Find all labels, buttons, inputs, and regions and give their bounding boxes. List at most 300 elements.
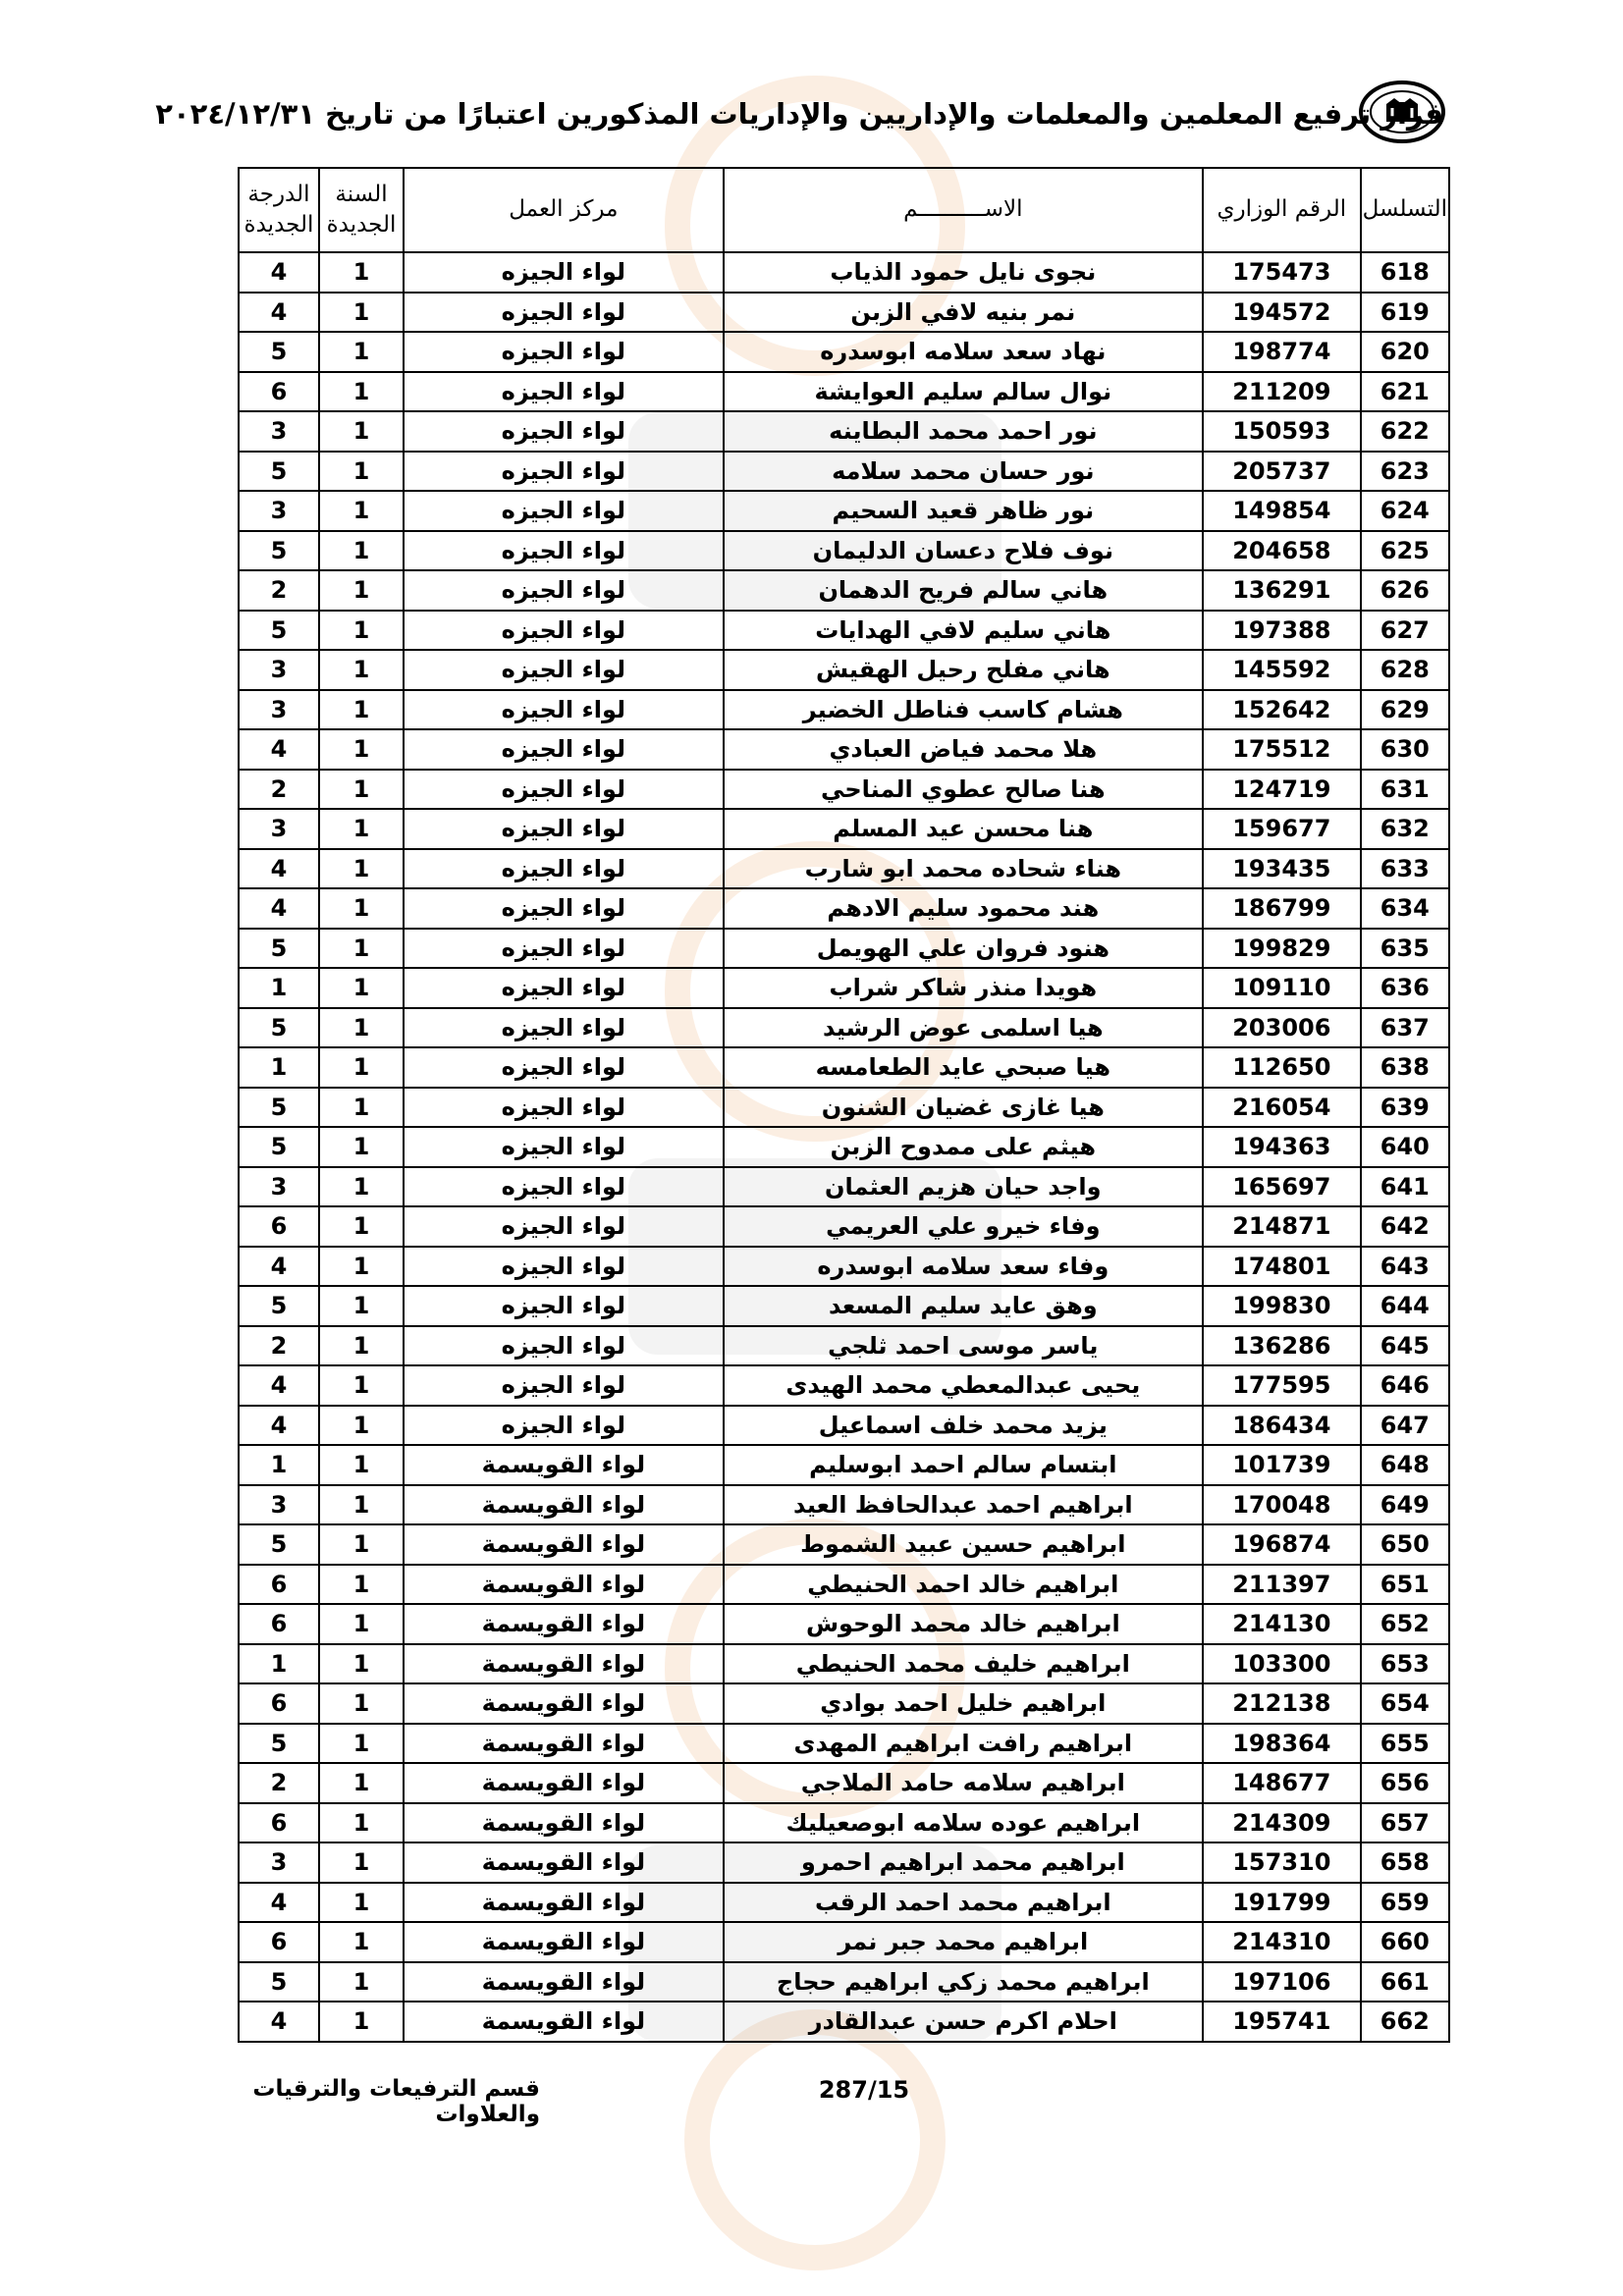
- cell-ministry-number: 198364: [1203, 1724, 1361, 1764]
- cell-new-grade: 4: [239, 1247, 319, 1287]
- cell-work-center: لواء الجيزه: [404, 929, 724, 969]
- cell-new-year: 1: [319, 929, 404, 969]
- cell-new-grade: 4: [239, 1406, 319, 1446]
- cell-name: ابراهيم محمد ابراهيم احمرو: [724, 1842, 1203, 1883]
- cell-work-center: لواء القويسمة: [404, 1485, 724, 1525]
- cell-name: هلا محمد فياض العبادي: [724, 729, 1203, 770]
- cell-new-year: 1: [319, 849, 404, 889]
- cell-serial: 619: [1361, 293, 1449, 333]
- cell-new-year: 1: [319, 1326, 404, 1366]
- cell-name: ابراهيم خليف محمد الحنيطي: [724, 1644, 1203, 1684]
- cell-ministry-number: 199830: [1203, 1286, 1361, 1326]
- cell-ministry-number: 136291: [1203, 570, 1361, 611]
- cell-work-center: لواء الجيزه: [404, 968, 724, 1008]
- cell-work-center: لواء الجيزه: [404, 570, 724, 611]
- table-row: [239, 1247, 1449, 1287]
- cell-ministry-number: 175473: [1203, 252, 1361, 293]
- cell-name: واجد حيان هزيم العثمان: [724, 1167, 1203, 1207]
- cell-new-grade: 1: [239, 1644, 319, 1684]
- cell-work-center: لواء الجيزه: [404, 611, 724, 651]
- cell-ministry-number: 150593: [1203, 411, 1361, 452]
- cell-work-center: لواء القويسمة: [404, 1524, 724, 1565]
- cell-serial: 645: [1361, 1326, 1449, 1366]
- header-work-center: مركز العمل: [404, 168, 724, 252]
- table-row: [239, 1842, 1449, 1883]
- table-row: [239, 1683, 1449, 1724]
- cell-ministry-number: 148677: [1203, 1763, 1361, 1803]
- page-number: 287/15: [818, 2076, 910, 2104]
- cell-new-year: 1: [319, 1962, 404, 2002]
- cell-serial: 637: [1361, 1008, 1449, 1048]
- cell-ministry-number: 109110: [1203, 968, 1361, 1008]
- cell-new-grade: 4: [239, 1883, 319, 1923]
- table-row: [239, 1206, 1449, 1247]
- cell-new-grade: 2: [239, 1326, 319, 1366]
- cell-name: ابراهيم محمد احمد الرقب: [724, 1883, 1203, 1923]
- cell-new-grade: 5: [239, 332, 319, 372]
- cell-ministry-number: 203006: [1203, 1008, 1361, 1048]
- cell-work-center: لواء القويسمة: [404, 1724, 724, 1764]
- table-row: [239, 650, 1449, 690]
- cell-new-grade: 3: [239, 411, 319, 452]
- cell-work-center: لواء القويسمة: [404, 1565, 724, 1605]
- table-row: [239, 1803, 1449, 1843]
- cell-ministry-number: 195741: [1203, 2002, 1361, 2042]
- table-row: [239, 1922, 1449, 1962]
- cell-ministry-number: 205737: [1203, 452, 1361, 492]
- cell-work-center: لواء الجيزه: [404, 1088, 724, 1128]
- cell-serial: 653: [1361, 1644, 1449, 1684]
- cell-name: يزيد محمد خلف اسماعيل: [724, 1406, 1203, 1446]
- cell-ministry-number: 216054: [1203, 1088, 1361, 1128]
- cell-work-center: لواء الجيزه: [404, 452, 724, 492]
- cell-new-grade: 4: [239, 293, 319, 333]
- cell-ministry-number: 170048: [1203, 1485, 1361, 1525]
- cell-name: هيثم على ممدوح الزبن: [724, 1127, 1203, 1167]
- cell-ministry-number: 186799: [1203, 888, 1361, 929]
- cell-ministry-number: 212138: [1203, 1683, 1361, 1724]
- table-row: [239, 611, 1449, 651]
- cell-work-center: لواء الجيزه: [404, 1167, 724, 1207]
- cell-name: ابراهيم عوده سلامه ابوصعيليك: [724, 1803, 1203, 1843]
- cell-new-year: 1: [319, 452, 404, 492]
- cell-ministry-number: 197388: [1203, 611, 1361, 651]
- cell-new-grade: 4: [239, 888, 319, 929]
- cell-new-year: 1: [319, 1247, 404, 1287]
- cell-new-grade: 6: [239, 1206, 319, 1247]
- cell-work-center: لواء القويسمة: [404, 1842, 724, 1883]
- cell-new-year: 1: [319, 1842, 404, 1883]
- cell-work-center: لواء الجيزه: [404, 888, 724, 929]
- cell-new-year: 1: [319, 1524, 404, 1565]
- cell-new-year: 1: [319, 1644, 404, 1684]
- cell-serial: 620: [1361, 332, 1449, 372]
- table-row: [239, 531, 1449, 571]
- cell-new-grade: 5: [239, 611, 319, 651]
- table-row: [239, 1167, 1449, 1207]
- cell-name: احلام اكرم حسن عبدالقادر: [724, 2002, 1203, 2042]
- cell-ministry-number: 152642: [1203, 690, 1361, 730]
- cell-new-year: 1: [319, 1922, 404, 1962]
- cell-serial: 634: [1361, 888, 1449, 929]
- cell-work-center: لواء الجيزه: [404, 1047, 724, 1088]
- table-row: [239, 929, 1449, 969]
- cell-new-year: 1: [319, 1565, 404, 1605]
- cell-serial: 661: [1361, 1962, 1449, 2002]
- cell-new-year: 1: [319, 888, 404, 929]
- cell-name: نمر بنيه لافي الزبن: [724, 293, 1203, 333]
- table-row: [239, 1565, 1449, 1605]
- cell-new-grade: 1: [239, 1445, 319, 1485]
- cell-name: نهاد سعد سلامه ابوسدره: [724, 332, 1203, 372]
- cell-serial: 651: [1361, 1565, 1449, 1605]
- table-row: [239, 293, 1449, 333]
- cell-work-center: لواء الجيزه: [404, 650, 724, 690]
- cell-serial: 652: [1361, 1604, 1449, 1644]
- table-row: [239, 1127, 1449, 1167]
- promotion-table: [238, 167, 1450, 2043]
- cell-ministry-number: 112650: [1203, 1047, 1361, 1088]
- cell-serial: 646: [1361, 1365, 1449, 1406]
- cell-name: وفاء خيرو علي العريمي: [724, 1206, 1203, 1247]
- cell-work-center: لواء الجيزه: [404, 1406, 724, 1446]
- cell-serial: 622: [1361, 411, 1449, 452]
- cell-new-year: 1: [319, 332, 404, 372]
- cell-new-grade: 6: [239, 372, 319, 412]
- cell-new-year: 1: [319, 570, 404, 611]
- header-ministry-number: الرقم الوزاري: [1203, 168, 1361, 252]
- cell-ministry-number: 191799: [1203, 1883, 1361, 1923]
- table-row: [239, 729, 1449, 770]
- cell-new-year: 1: [319, 491, 404, 531]
- table-row: [239, 1445, 1449, 1485]
- cell-serial: 656: [1361, 1763, 1449, 1803]
- header-new-year: السنة الجديدة: [319, 168, 404, 252]
- cell-ministry-number: 194572: [1203, 293, 1361, 333]
- cell-serial: 633: [1361, 849, 1449, 889]
- cell-serial: 654: [1361, 1683, 1449, 1724]
- cell-work-center: لواء الجيزه: [404, 332, 724, 372]
- cell-serial: 644: [1361, 1286, 1449, 1326]
- cell-serial: 642: [1361, 1206, 1449, 1247]
- table-row: [239, 1365, 1449, 1406]
- cell-serial: 628: [1361, 650, 1449, 690]
- cell-ministry-number: 198774: [1203, 332, 1361, 372]
- cell-ministry-number: 196874: [1203, 1524, 1361, 1565]
- cell-ministry-number: 211397: [1203, 1565, 1361, 1605]
- cell-new-grade: 5: [239, 1724, 319, 1764]
- cell-ministry-number: 159677: [1203, 809, 1361, 849]
- cell-work-center: لواء الجيزه: [404, 1286, 724, 1326]
- cell-serial: 635: [1361, 929, 1449, 969]
- cell-work-center: لواء القويسمة: [404, 1445, 724, 1485]
- cell-work-center: لواء الجيزه: [404, 770, 724, 810]
- cell-new-grade: 4: [239, 2002, 319, 2042]
- cell-ministry-number: 165697: [1203, 1167, 1361, 1207]
- cell-name: هاني سالم فريح الدهمان: [724, 570, 1203, 611]
- cell-serial: 627: [1361, 611, 1449, 651]
- header-new-grade: الدرجة الجديدة: [239, 168, 319, 252]
- cell-serial: 618: [1361, 252, 1449, 293]
- cell-serial: 649: [1361, 1485, 1449, 1525]
- cell-new-year: 1: [319, 252, 404, 293]
- cell-name: ابراهيم رافت ابراهيم المهدى: [724, 1724, 1203, 1764]
- cell-name: هشام كاسب فناطل الخضير: [724, 690, 1203, 730]
- cell-new-year: 1: [319, 690, 404, 730]
- cell-name: نجوى نايل حمود الذياب: [724, 252, 1203, 293]
- cell-new-year: 1: [319, 1803, 404, 1843]
- cell-new-year: 1: [319, 1883, 404, 1923]
- cell-new-grade: 6: [239, 1803, 319, 1843]
- cell-ministry-number: 214310: [1203, 1922, 1361, 1962]
- cell-new-year: 1: [319, 1127, 404, 1167]
- cell-name: نور حسان محمد سلامه: [724, 452, 1203, 492]
- cell-ministry-number: 214871: [1203, 1206, 1361, 1247]
- cell-new-grade: 6: [239, 1683, 319, 1724]
- cell-serial: 621: [1361, 372, 1449, 412]
- cell-serial: 660: [1361, 1922, 1449, 1962]
- cell-work-center: لواء القويسمة: [404, 1604, 724, 1644]
- cell-name: ابراهيم حسين عبيد الشموط: [724, 1524, 1203, 1565]
- cell-serial: 625: [1361, 531, 1449, 571]
- cell-work-center: لواء الجيزه: [404, 411, 724, 452]
- cell-serial: 647: [1361, 1406, 1449, 1446]
- cell-new-grade: 3: [239, 491, 319, 531]
- table-row: [239, 1326, 1449, 1366]
- cell-new-year: 1: [319, 411, 404, 452]
- cell-new-year: 1: [319, 1406, 404, 1446]
- cell-new-year: 1: [319, 1008, 404, 1048]
- cell-ministry-number: 199829: [1203, 929, 1361, 969]
- table-row: [239, 1088, 1449, 1128]
- cell-name: وهق عايد سليم المسعد: [724, 1286, 1203, 1326]
- cell-work-center: لواء الجيزه: [404, 372, 724, 412]
- cell-ministry-number: 204658: [1203, 531, 1361, 571]
- cell-name: ياسر موسى احمد ثلجي: [724, 1326, 1203, 1366]
- cell-work-center: لواء القويسمة: [404, 1683, 724, 1724]
- cell-new-year: 1: [319, 372, 404, 412]
- cell-serial: 659: [1361, 1883, 1449, 1923]
- cell-ministry-number: 175512: [1203, 729, 1361, 770]
- cell-ministry-number: 194363: [1203, 1127, 1361, 1167]
- table-row: [239, 1008, 1449, 1048]
- table-row: [239, 690, 1449, 730]
- cell-serial: 655: [1361, 1724, 1449, 1764]
- cell-name: ابراهيم خليل احمد بوادي: [724, 1683, 1203, 1724]
- cell-new-grade: 5: [239, 1008, 319, 1048]
- cell-new-grade: 4: [239, 1365, 319, 1406]
- cell-new-grade: 3: [239, 1485, 319, 1525]
- cell-new-grade: 5: [239, 1286, 319, 1326]
- cell-ministry-number: 214130: [1203, 1604, 1361, 1644]
- cell-work-center: لواء القويسمة: [404, 1922, 724, 1962]
- cell-serial: 648: [1361, 1445, 1449, 1485]
- cell-serial: 636: [1361, 968, 1449, 1008]
- table-row: [239, 570, 1449, 611]
- cell-name: هنا محسن عيد المسلم: [724, 809, 1203, 849]
- cell-name: هاني سليم لافي الهدايات: [724, 611, 1203, 651]
- cell-ministry-number: 177595: [1203, 1365, 1361, 1406]
- cell-work-center: لواء الجيزه: [404, 1008, 724, 1048]
- cell-new-grade: 4: [239, 252, 319, 293]
- cell-serial: 658: [1361, 1842, 1449, 1883]
- cell-work-center: لواء القويسمة: [404, 1883, 724, 1923]
- cell-new-grade: 1: [239, 968, 319, 1008]
- cell-name: هويدا منذر شاكر شراب: [724, 968, 1203, 1008]
- cell-new-grade: 3: [239, 690, 319, 730]
- table-row: [239, 888, 1449, 929]
- cell-ministry-number: 101739: [1203, 1445, 1361, 1485]
- table-row: [239, 1485, 1449, 1525]
- header-name: الاســــــــــم: [724, 168, 1203, 252]
- cell-name: هاني مفلح رحيل الهقيش: [724, 650, 1203, 690]
- cell-name: ابراهيم خالد احمد الحنيطي: [724, 1565, 1203, 1605]
- table-row: [239, 1724, 1449, 1764]
- cell-ministry-number: 103300: [1203, 1644, 1361, 1684]
- cell-work-center: لواء القويسمة: [404, 2002, 724, 2042]
- cell-new-grade: 3: [239, 809, 319, 849]
- cell-new-year: 1: [319, 1763, 404, 1803]
- cell-name: ابتسام سالم احمد ابوسليم: [724, 1445, 1203, 1485]
- cell-serial: 641: [1361, 1167, 1449, 1207]
- cell-work-center: لواء الجيزه: [404, 1365, 724, 1406]
- cell-work-center: لواء الجيزه: [404, 252, 724, 293]
- cell-new-grade: 5: [239, 452, 319, 492]
- table-row: [239, 849, 1449, 889]
- cell-serial: 630: [1361, 729, 1449, 770]
- cell-name: نور ظاهر قعيد السحيم: [724, 491, 1203, 531]
- cell-new-year: 1: [319, 1724, 404, 1764]
- cell-serial: 650: [1361, 1524, 1449, 1565]
- cell-work-center: لواء الجيزه: [404, 690, 724, 730]
- cell-serial: 643: [1361, 1247, 1449, 1287]
- cell-name: ابراهيم سلامه حامد الملاجي: [724, 1763, 1203, 1803]
- cell-name: ابراهيم خالد محمد الوحوش: [724, 1604, 1203, 1644]
- cell-new-grade: 5: [239, 929, 319, 969]
- cell-new-year: 1: [319, 1047, 404, 1088]
- cell-new-grade: 4: [239, 849, 319, 889]
- table-row: [239, 968, 1449, 1008]
- cell-ministry-number: 174801: [1203, 1247, 1361, 1287]
- cell-work-center: لواء الجيزه: [404, 293, 724, 333]
- table-row: [239, 2002, 1449, 2042]
- cell-work-center: لواء الجيزه: [404, 531, 724, 571]
- cell-name: هناء شحاده محمد ابو شارب: [724, 849, 1203, 889]
- cell-ministry-number: 186434: [1203, 1406, 1361, 1446]
- cell-new-year: 1: [319, 968, 404, 1008]
- cell-serial: 662: [1361, 2002, 1449, 2042]
- cell-new-grade: 5: [239, 1524, 319, 1565]
- cell-new-grade: 3: [239, 1842, 319, 1883]
- cell-new-year: 1: [319, 2002, 404, 2042]
- cell-name: هيا غازى غضيان الشنون: [724, 1088, 1203, 1128]
- cell-serial: 640: [1361, 1127, 1449, 1167]
- cell-new-grade: 4: [239, 729, 319, 770]
- cell-work-center: لواء القويسمة: [404, 1962, 724, 2002]
- cell-work-center: لواء الجيزه: [404, 849, 724, 889]
- cell-new-year: 1: [319, 1683, 404, 1724]
- cell-new-year: 1: [319, 611, 404, 651]
- cell-ministry-number: 124719: [1203, 770, 1361, 810]
- cell-ministry-number: 214309: [1203, 1803, 1361, 1843]
- table-row: [239, 1047, 1449, 1088]
- cell-serial: 632: [1361, 809, 1449, 849]
- cell-ministry-number: 149854: [1203, 491, 1361, 531]
- header-serial: التسلسل: [1361, 168, 1449, 252]
- cell-name: نور احمد محمد البطاينه: [724, 411, 1203, 452]
- table-row: [239, 1763, 1449, 1803]
- cell-name: هيا صبحي عايد الطعامسه: [724, 1047, 1203, 1088]
- cell-new-year: 1: [319, 1286, 404, 1326]
- table-row: [239, 1406, 1449, 1446]
- cell-work-center: لواء الجيزه: [404, 1206, 724, 1247]
- cell-ministry-number: 136286: [1203, 1326, 1361, 1366]
- cell-name: هيا اسلمى عوض الرشيد: [724, 1008, 1203, 1048]
- table-row: [239, 809, 1449, 849]
- cell-new-year: 1: [319, 650, 404, 690]
- table-row: [239, 1286, 1449, 1326]
- cell-new-year: 1: [319, 770, 404, 810]
- table-row: [239, 332, 1449, 372]
- cell-ministry-number: 197106: [1203, 1962, 1361, 2002]
- cell-name: ابراهيم احمد عبدالحافظ العيد: [724, 1485, 1203, 1525]
- cell-new-year: 1: [319, 293, 404, 333]
- cell-serial: 657: [1361, 1803, 1449, 1843]
- cell-serial: 624: [1361, 491, 1449, 531]
- cell-new-grade: 6: [239, 1922, 319, 1962]
- cell-new-year: 1: [319, 1088, 404, 1128]
- table-row: [239, 491, 1449, 531]
- table-header-row: [239, 168, 1449, 252]
- table-row: [239, 770, 1449, 810]
- cell-name: ابراهيم محمد زكي ابراهيم حجاج: [724, 1962, 1203, 2002]
- cell-new-year: 1: [319, 1365, 404, 1406]
- cell-new-grade: 3: [239, 650, 319, 690]
- table-row: [239, 452, 1449, 492]
- cell-new-grade: 2: [239, 770, 319, 810]
- table-row: [239, 411, 1449, 452]
- cell-new-grade: 5: [239, 1962, 319, 2002]
- cell-new-year: 1: [319, 1445, 404, 1485]
- cell-new-year: 1: [319, 1167, 404, 1207]
- cell-new-grade: 6: [239, 1604, 319, 1644]
- cell-name: هند محمود سليم الادهم: [724, 888, 1203, 929]
- table-row: [239, 1962, 1449, 2002]
- cell-new-grade: 6: [239, 1565, 319, 1605]
- cell-serial: 638: [1361, 1047, 1449, 1088]
- document-title: قرار ترفيع المعلمين والمعلمات والإداريين والإداريات المذكورين اعتبارًا من تاريخ ٢٠٢٤/١٢/٣١: [155, 97, 1443, 131]
- table-row: [239, 1644, 1449, 1684]
- cell-name: هنا صالح عطوي المناحي: [724, 770, 1203, 810]
- cell-new-grade: 2: [239, 570, 319, 611]
- cell-work-center: لواء الجيزه: [404, 729, 724, 770]
- cell-new-year: 1: [319, 729, 404, 770]
- cell-name: وفاء سعد سلامه ابوسدره: [724, 1247, 1203, 1287]
- table-row: [239, 1524, 1449, 1565]
- table-row: [239, 372, 1449, 412]
- cell-ministry-number: 193435: [1203, 849, 1361, 889]
- cell-work-center: لواء الجيزه: [404, 1247, 724, 1287]
- cell-work-center: لواء القويسمة: [404, 1763, 724, 1803]
- cell-work-center: لواء القويسمة: [404, 1644, 724, 1684]
- cell-serial: 629: [1361, 690, 1449, 730]
- cell-name: نوف فلاح دعسان الدليمان: [724, 531, 1203, 571]
- cell-new-grade: 1: [239, 1047, 319, 1088]
- cell-new-year: 1: [319, 1206, 404, 1247]
- cell-new-grade: 5: [239, 1088, 319, 1128]
- table-row: [239, 1883, 1449, 1923]
- cell-work-center: لواء القويسمة: [404, 1803, 724, 1843]
